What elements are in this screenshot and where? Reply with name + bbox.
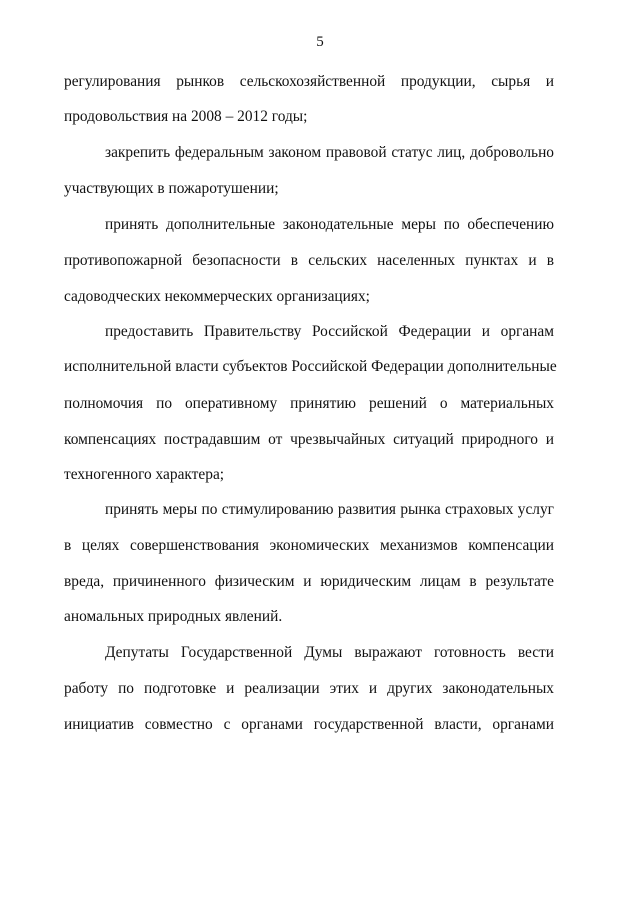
text-line: участвующих в пожаротушении; <box>64 180 279 197</box>
text-line: принять дополнительные законодательные меры по обеспечению <box>105 216 554 233</box>
text-line: регулирования рынков сельскохозяйственной продукции, сырья и <box>64 73 554 90</box>
text-line: инициатив совместно с органами государственной власти, органами <box>64 716 554 733</box>
text-line: предоставить Правительству Российской Федерации и органам <box>105 323 554 340</box>
text-line: исполнительной власти субъектов Российской Федерации дополнительные <box>64 358 557 375</box>
text-line: аномальных природных явлений. <box>64 608 283 625</box>
text-line: продовольствия на 2008 – 2012 годы; <box>64 108 308 125</box>
text-line: противопожарной безопасности в сельских населенных пунктах и в <box>64 252 554 269</box>
text-line: принять меры по стимулированию развития рынка страховых услуг <box>105 501 554 518</box>
text-line: полномочия по оперативному принятию решений о материальных <box>64 395 554 412</box>
text-line: вреда, причиненного физическим и юридическим лицам в результате <box>64 573 554 590</box>
text-line: садоводческих некоммерческих организациях; <box>64 288 370 305</box>
text-line: закрепить федеральным законом правовой статус лиц, добровольно <box>105 144 554 161</box>
text-line: техногенного характера; <box>64 466 225 483</box>
text-line: работу по подготовке и реализации этих и других законодательных <box>64 680 554 697</box>
text-line: в целях совершенствования экономических механизмов компенсации <box>64 537 554 554</box>
page-number: 5 <box>316 34 324 50</box>
text-line: Депутаты Государственной Думы выражают готовность вести <box>105 644 554 661</box>
text-line: компенсациях пострадавшим от чрезвычайных ситуаций природного и <box>64 431 554 448</box>
